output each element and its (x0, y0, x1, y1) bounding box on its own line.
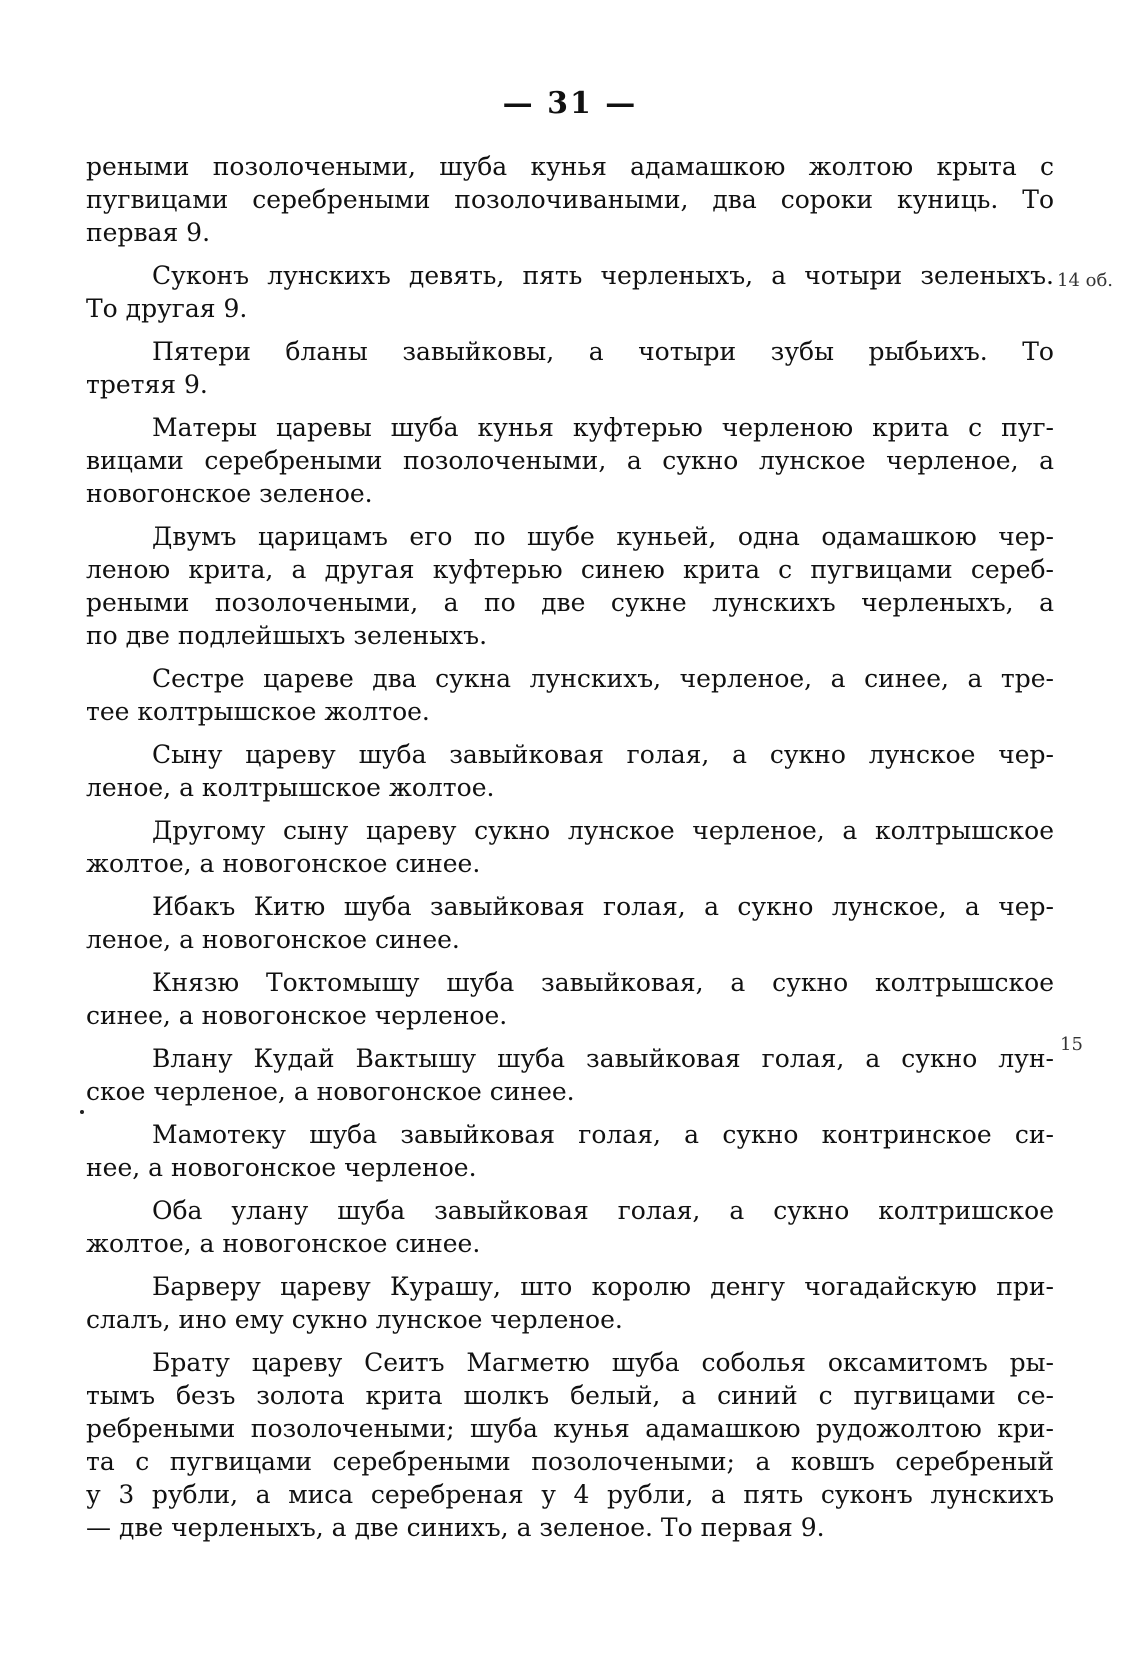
text-line: тее колтрышское жолтое. (86, 697, 430, 726)
text-line: тымъ безъ золота крита шолкъ белый, а синий с пугвицами се- (86, 1381, 1054, 1410)
text-line: леною крита, а другая куфтерью синею крита с пугвицами сереб- (86, 555, 1054, 584)
text-line: Князю Токтомышу шуба завыйковая, а сукно колтрышское (152, 968, 1054, 997)
text-line: Оба улану шуба завыйковая голая, а сукно колтришское (152, 1196, 1054, 1225)
text-line: Сестре цареве два сукна лунскихъ, черленое, а синее, а тре- (152, 664, 1054, 693)
text-line: реными позолочеными, шуба кунья адамашкою жолтою крыта с (86, 152, 1054, 181)
paragraph (86, 1042, 1054, 1108)
document-text-body (86, 150, 1054, 1554)
paragraph (86, 662, 1054, 728)
text-line: жолтое, а новогонское синее. (86, 849, 481, 878)
text-line: третяя 9. (86, 370, 208, 399)
paragraph (86, 411, 1054, 510)
paragraph (86, 814, 1054, 880)
text-line: ское черленое, а новогонское синее. (86, 1077, 575, 1106)
paragraph (86, 150, 1054, 249)
paragraph (86, 966, 1054, 1032)
text-line: синее, а новогонское черленое. (86, 1001, 508, 1030)
text-line: Ибакъ Китю шуба завыйковая голая, а сукно лунское, а чер- (152, 892, 1054, 921)
text-line: Двумъ царицамъ его по шубе куньей, одна одамашкою чер- (152, 522, 1054, 551)
text-line: Другому сыну цареву сукно лунское черленое, а колтрышское (152, 816, 1054, 845)
margin-folio-note: 14 об. (1057, 270, 1114, 291)
text-line: по две подлейшыхъ зеленыхъ. (86, 621, 488, 650)
text-line: у 3 рубли, а миса серебреная у 4 рубли, а пять суконъ лунскихъ (86, 1480, 1054, 1509)
text-line: Влану Кудай Вактышу шуба завыйковая голая, а сукно лун- (152, 1044, 1054, 1073)
paragraph (86, 1118, 1054, 1184)
text-line: новогонское зеленое. (86, 479, 373, 508)
text-line: та с пугвицами серебреными позолочеными; а ковшъ серебреный (86, 1447, 1054, 1476)
text-line: первая 9. (86, 218, 211, 247)
text-line: леное, а колтрышское жолтое. (86, 773, 495, 802)
text-line: Мамотеку шуба завыйковая голая, а сукно контринское си- (152, 1120, 1054, 1149)
paragraph (86, 1346, 1054, 1544)
print-speck (80, 1110, 84, 1114)
paragraph (86, 890, 1054, 956)
paragraph (86, 335, 1054, 401)
text-line: реными позолочеными, а по две сукне лунскихъ черленыхъ, а (86, 588, 1054, 617)
text-line: Брату цареву Сеитъ Магметю шуба соболья оксамитомъ ры- (152, 1348, 1054, 1377)
text-line: жолтое, а новогонское синее. (86, 1229, 481, 1258)
text-line: слалъ, ино ему сукно лунское черленое. (86, 1305, 623, 1334)
margin-folio-note: 15 (1060, 1034, 1083, 1055)
text-line: — две черленыхъ, а две синихъ, а зеленое. То первая 9. (86, 1513, 825, 1542)
paragraph (86, 738, 1054, 804)
text-line: леное, а новогонское синее. (86, 925, 460, 954)
text-line: Суконъ лунскихъ девять, пять черленыхъ, а чотыри зеленыхъ. (152, 261, 1054, 290)
paragraph (86, 520, 1054, 652)
text-line: Пятери бланы завыйковы, а чотыри зубы рыбьихъ. То (152, 337, 1054, 366)
text-line: То другая 9. (86, 294, 248, 323)
text-line: пугвицами серебреными позолочиваными, два сороки куниць. То (86, 185, 1054, 214)
text-line: Матеры царевы шуба кунья куфтерью черленою крита с пуг- (152, 413, 1054, 442)
text-line: Барверу цареву Курашу, што королю денгу чогадайскую при- (152, 1272, 1054, 1301)
text-line: Сыну цареву шуба завыйковая голая, а сукно лунское чер- (152, 740, 1054, 769)
text-line: ребреными позолочеными; шуба кунья адамашкою рудожолтою кри- (86, 1414, 1054, 1443)
paragraph (86, 1194, 1054, 1260)
paragraph (86, 259, 1054, 325)
text-line: вицами серебреными позолочеными, а сукно лунское черленое, а (86, 446, 1054, 475)
paragraph (86, 1270, 1054, 1336)
text-line: нее, а новогонское черленое. (86, 1153, 477, 1182)
page-number: — 31 — (502, 86, 638, 121)
